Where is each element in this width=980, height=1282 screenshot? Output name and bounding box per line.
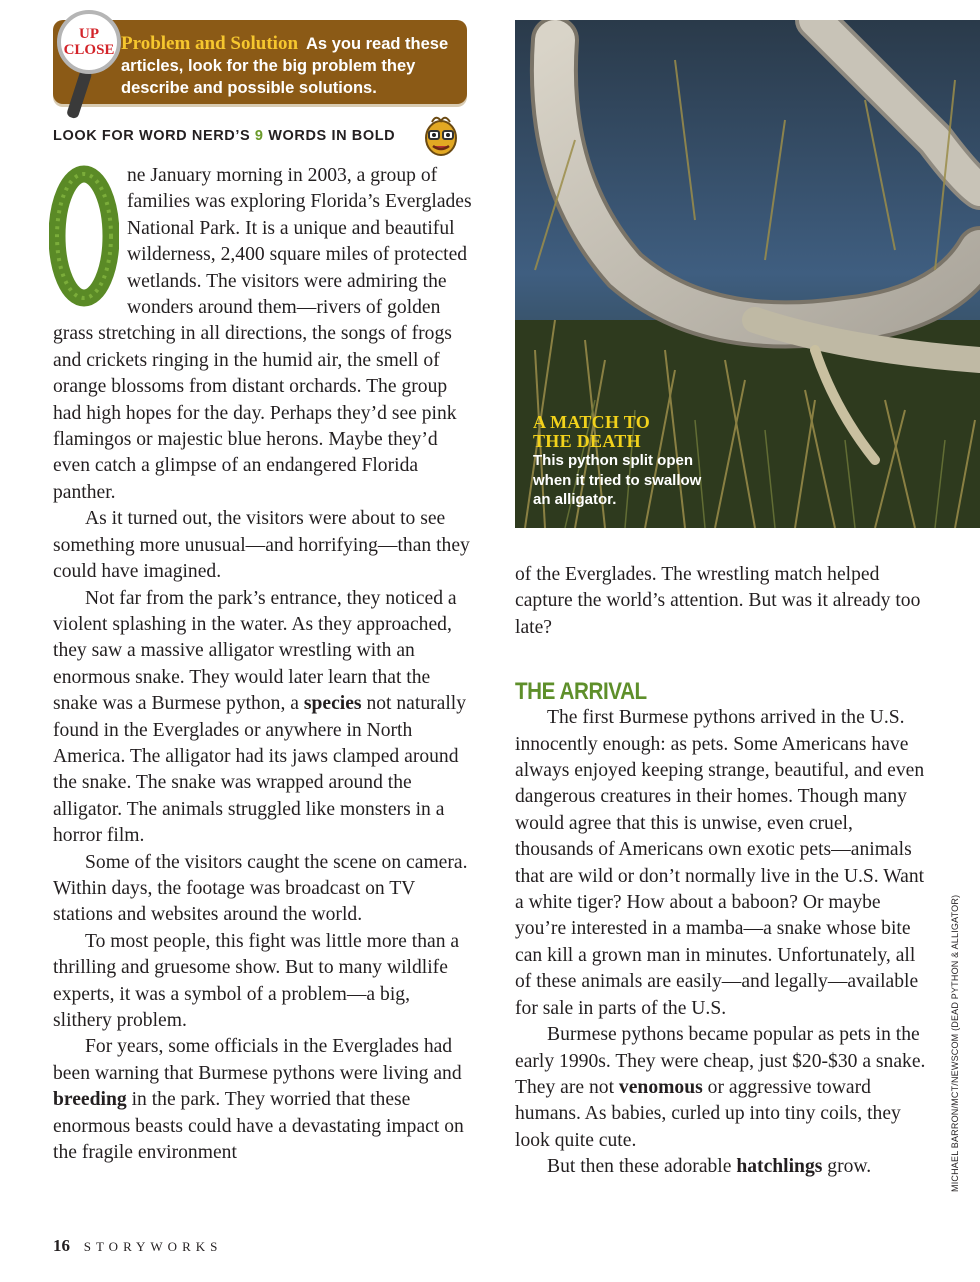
callout-text: As you read these articles, look for the big problem they describe and possible solutions. bbox=[121, 35, 449, 97]
paragraph-8-text-b: or aggressive toward humans. As babies, curled up into tiny coils, they look quite cute. bbox=[515, 1076, 901, 1151]
word-nerd-count: 9 bbox=[254, 128, 264, 144]
article-left-column bbox=[53, 163, 473, 1166]
bold-word-venomous: venomous bbox=[618, 1076, 703, 1098]
paragraph-7: The first Burmese pythons arrived in the U.S. innocently enough: as pets. Some Americans have always enjoyed keeping strange, beautiful, and even dangerous creatures in their homes. Though many would agree that this is unwise, even cruel, thousands of Americans own exotic pets—animals that are wild or don’t normally live in the U.S. Want a white tiger? How about a baboon? Or maybe you’re interested in a mamba—a snake whose bite can kill a grown man in minutes. Unfortunately, all of these animals are easily—and legally—available for sale in parts of the U.S. bbox=[515, 707, 925, 1019]
drop-cap-o bbox=[49, 163, 119, 309]
photo-caption bbox=[533, 413, 713, 510]
paragraph-2: As it turned out, the visitors were about to see something more unusual—and horrifying—than they could have imagined. bbox=[53, 508, 470, 583]
badge-line-1: UP bbox=[79, 26, 99, 42]
paragraph-3-text-a: Not far from the park’s entrance, they noticed a violent splashing in the water. As they approached, they saw a massive alligator wrestling with an enormous snake. They would later learn that the snake was a Burmese python, a bbox=[53, 587, 457, 715]
paragraph-3 bbox=[53, 586, 473, 850]
paragraph-6 bbox=[53, 1034, 473, 1166]
paragraph-6-text-b: in the park. They worried that these enormous beasts could have a devastating impact on the fragile environment bbox=[53, 1089, 464, 1164]
bold-word-species: species bbox=[303, 693, 362, 715]
magnifier-lens bbox=[57, 10, 121, 74]
paragraph-1-text: ne January morning in 2003, a group of families was exploring Florida’s Everglades National Park. It is a unique and beautiful wilderness, 2,400 square miles of protected wetlands. The visitors were admiring the wonders around them—rivers of golden grass stretching in all directions, the songs of frogs and crickets ringing in the humid air, the smell of orange blossoms from distant orchards. The group had high hopes for the day. Perhaps they’d see pink flamingos or majestic blue herons. Maybe they’d even catch a glimpse of an endangered Florida panther. bbox=[53, 165, 472, 503]
paragraph-9 bbox=[515, 1154, 935, 1180]
magnifier-handle bbox=[66, 68, 93, 119]
magazine-name: STORYWORKS bbox=[83, 1239, 223, 1254]
word-nerd-prefix: LOOK FOR WORD NERD’S bbox=[53, 128, 251, 144]
paragraph-8 bbox=[515, 1022, 935, 1154]
caption-text: This python split open when it tried to swallow an alligator. bbox=[533, 452, 702, 508]
section-heading-the-arrival: THE ARRIVAL bbox=[515, 678, 647, 706]
badge-line-2: CLOSE bbox=[63, 42, 115, 58]
paragraph-6-text-a: For years, some officials in the Everglades had been warning that Burmese pythons were living and bbox=[53, 1036, 462, 1084]
page-number: 16 bbox=[53, 1236, 70, 1255]
page-footer bbox=[53, 1236, 222, 1256]
caption-title-line-2: THE DEATH bbox=[533, 431, 641, 451]
word-nerd-icon bbox=[418, 112, 464, 158]
paragraph-9-text-a: But then these adorable bbox=[547, 1156, 732, 1178]
paragraph-6-continued: of the Everglades. The wrestling match helped capture the world’s attention. But was it already too late? bbox=[515, 564, 921, 638]
up-close-magnifier-icon bbox=[55, 8, 129, 122]
paragraph-3-text-b: not naturally found in the Everglades or anywhere in North America. The alligator had its jaws clamped around the snake. The snake was wrapped around the alligator. The animals struggled like monsters in a horror film. bbox=[53, 693, 467, 847]
word-nerd-suffix: WORDS IN BOLD bbox=[268, 128, 396, 144]
paragraph-9-text-b: grow. bbox=[827, 1156, 872, 1178]
word-nerd-note bbox=[53, 128, 395, 144]
article-right-column bbox=[515, 562, 935, 1181]
bold-word-hatchlings: hatchlings bbox=[736, 1156, 823, 1178]
paragraph-5: To most people, this fight was little more than a thrilling and gruesome show. But to many wildlife experts, it was a symbol of a problem—a big, slithery problem. bbox=[53, 930, 460, 1031]
photo-credit: MICHAEL BARRON/MCT/NEWSCOM (DEAD PYTHON & ALLIGATOR) bbox=[950, 894, 960, 1192]
caption-title-line-1: A MATCH TO bbox=[533, 412, 651, 432]
bold-word-breeding: breeding bbox=[53, 1089, 127, 1111]
paragraph-8-text-a: Burmese pythons became popular as pets in the early 1990s. They were cheap, just $20-$30 a snake. They are not bbox=[515, 1024, 926, 1098]
callout-text-block bbox=[121, 33, 455, 99]
paragraph-4: Some of the visitors caught the scene on camera. Within days, the footage was broadcast on TV stations and websites around the world. bbox=[53, 851, 468, 926]
callout-title: Problem and Solution bbox=[121, 33, 299, 54]
